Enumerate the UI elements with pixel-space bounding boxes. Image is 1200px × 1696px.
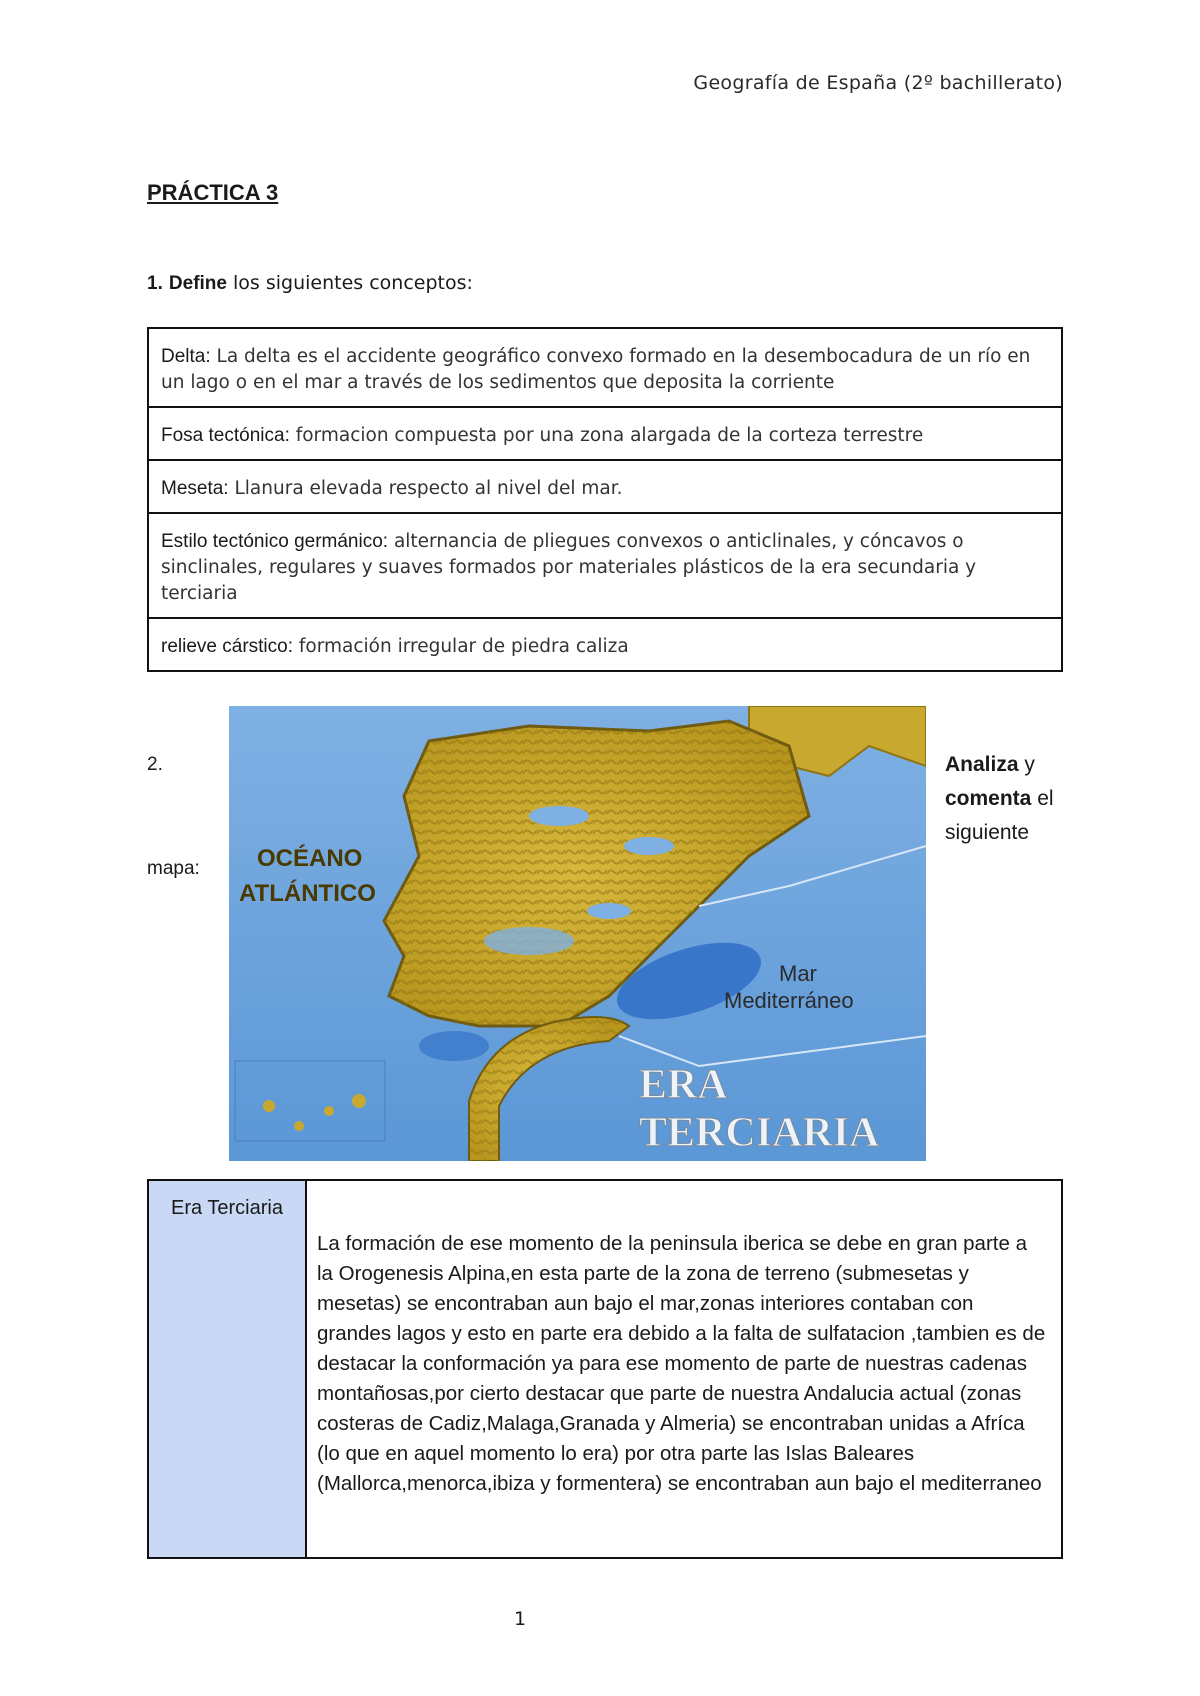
- atlantic-basin: [419, 1031, 489, 1061]
- lake: [484, 927, 574, 955]
- question-2-number: 2.: [147, 754, 163, 775]
- island: [263, 1100, 275, 1112]
- question-2-el: el: [1037, 787, 1054, 810]
- question-2-verb-comenta: comenta: [945, 787, 1032, 810]
- map-svg: [229, 706, 926, 1161]
- definition-row-fosa: [149, 408, 1061, 461]
- definitions-table: [147, 327, 1063, 672]
- island: [324, 1106, 334, 1116]
- definition-text: Llanura elevada respecto al nivel del mar.: [228, 478, 623, 499]
- question-2-prompt: [945, 748, 1065, 850]
- era-label-2: TERCIARIA: [639, 1110, 880, 1156]
- definition-term: Fosa tectónica:: [161, 425, 290, 446]
- page-number: 1: [514, 1608, 527, 1630]
- lake: [587, 903, 631, 919]
- definition-row-delta: [149, 329, 1061, 408]
- definition-term: Meseta:: [161, 478, 229, 499]
- definition-text: alternancia de pliegues convexos o anticlinales, y cóncavos o sinclinales, regulares y suaves formados por materiales plásticos de la era secundaria y terciaria: [161, 531, 977, 604]
- ocean-label-1: OCÉANO: [257, 845, 363, 872]
- definition-row-estilo: [149, 514, 1061, 619]
- definition-row-relieve: [149, 619, 1061, 670]
- question-2-and: y: [1024, 753, 1035, 776]
- question-1-number: 1.: [147, 273, 163, 294]
- definition-term: relieve cárstico:: [161, 636, 293, 657]
- page-title: PRÁCTICA 3: [147, 180, 279, 205]
- page-header: Geografía de España (2º bachillerato): [693, 72, 1063, 94]
- definition-text: La delta es el accidente geográfico convexo formado en la desembocadura de un río en un lago o en el mar a través de los sedimentos que deposita la corriente: [161, 346, 1031, 393]
- definition-text: formacion compuesta por una zona alargada de la corteza terrestre: [289, 425, 924, 446]
- tertiary-era-map: [229, 706, 926, 1161]
- era-text-cell: La formación de ese momento de la peninsula iberica se debe en gran parte a la Orogenesis Alpina,en esta parte de la zona de terreno (submesetas y mesetas) se encontraban aun bajo el mar,zonas interiores contaban con grandes lagos y esto en parte era debido a la falta de sulfatacion ,tambien es de destacar la conformación ya para ese momento de parte de nuestras cadenas montañosas,por cierto destacar que parte de nuestra Andalucia actual (zonas costeras de Cadiz,Malaga,Granada y Almeria) se encontraban unidas a Afríca (lo que en aquel momento lo era) por otra parte las Islas Baleares (Mallorca,menorca,ibiza y formentera) se encontraban aun bajo el mediterraneo: [317, 1232, 1046, 1495]
- question-2-mapa: mapa:: [147, 858, 200, 879]
- lake: [624, 837, 674, 855]
- definition-text: formación irregular de piedra caliza: [293, 636, 629, 657]
- definition-term: Estilo tectónico germánico:: [161, 531, 389, 552]
- island: [294, 1121, 304, 1131]
- question-1-verb: Define: [168, 273, 227, 294]
- island: [352, 1094, 366, 1108]
- question-2-verb-analiza: Analiza: [945, 753, 1019, 776]
- sea-label-2: Mediterráneo: [724, 988, 854, 1013]
- definition-term: Delta:: [161, 346, 211, 367]
- sea-label-1: Mar: [779, 961, 817, 986]
- era-label-cell: Era Terciaria: [149, 1181, 307, 1557]
- era-analysis-table: [147, 1179, 1063, 1559]
- lake: [529, 806, 589, 826]
- definition-row-meseta: [149, 461, 1061, 514]
- question-2-siguiente: siguiente: [945, 821, 1030, 844]
- era-label-1: ERA: [639, 1062, 728, 1108]
- question-1: [147, 272, 473, 295]
- ocean-label-2: ATLÁNTICO: [239, 880, 376, 907]
- question-1-text: los siguientes conceptos:: [226, 272, 473, 294]
